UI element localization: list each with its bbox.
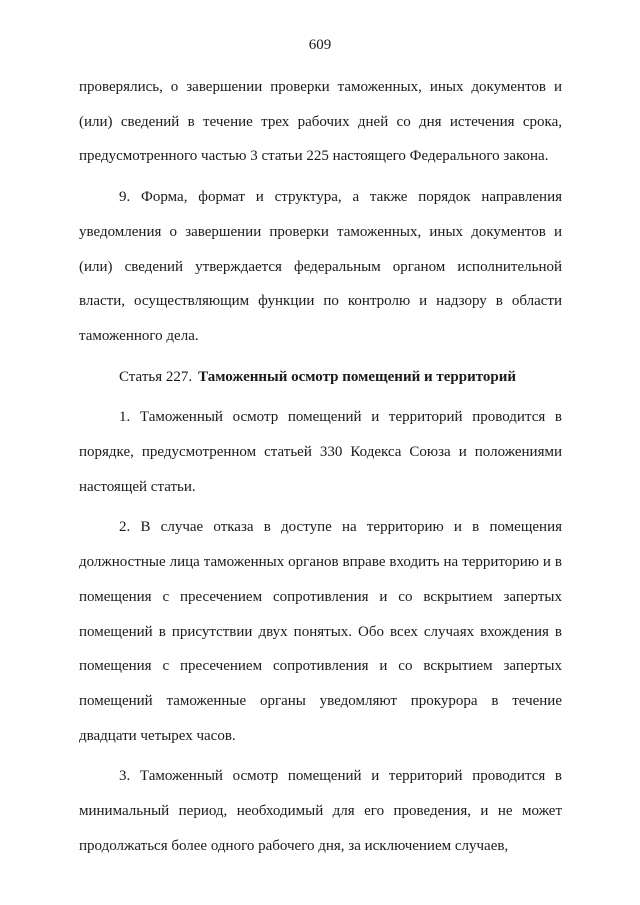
article-heading — [79, 360, 562, 395]
page-number: 609 — [308, 37, 332, 53]
paragraph-item-9: 9. Форма, формат и структура, а также порядок направления уведомления о завершении проверки таможенных, иных документов и (или) сведений утверждается федеральным органом исполнительной власти, осуществляющим функции по контролю и надзору в области таможенного дела. — [79, 189, 562, 344]
article-paragraph-2: 2. В случае отказа в доступе на территорию и в помещения должностные лица таможенных органов вправе входить на территорию и в помещения с пресечением сопротивления и со вскрытием запертых помещений в присутствии двух понятых. Обо всех случаях вхождения в помещения с пресечением сопротивления и со вскрытием запертых помещений таможенные органы уведомляют прокурора в течение двадцати четырех часов. — [79, 519, 562, 744]
article-title: Таможенный осмотр помещений и территорий — [198, 368, 517, 385]
article-number: Статья 227. — [119, 368, 193, 385]
article-paragraph-1: 1. Таможенный осмотр помещений и территорий проводится в порядке, предусмотренном статьей 330 Кодекса Союза и положениями настоящей статьи. — [79, 409, 562, 495]
body-text — [79, 70, 562, 863]
paragraph-continued: проверялись, о завершении проверки таможенных, иных документов и (или) сведений в течение трех рабочих дней со дня истечения срока, предусмотренного частью 3 статьи 225 настоящего Федерального закона. — [79, 79, 562, 165]
article-paragraph-3: 3. Таможенный осмотр помещений и территорий проводится в минимальный период, необходимый для его проведения, и не может продолжаться более одного рабочего дня, за исключением случаев, — [79, 768, 562, 854]
